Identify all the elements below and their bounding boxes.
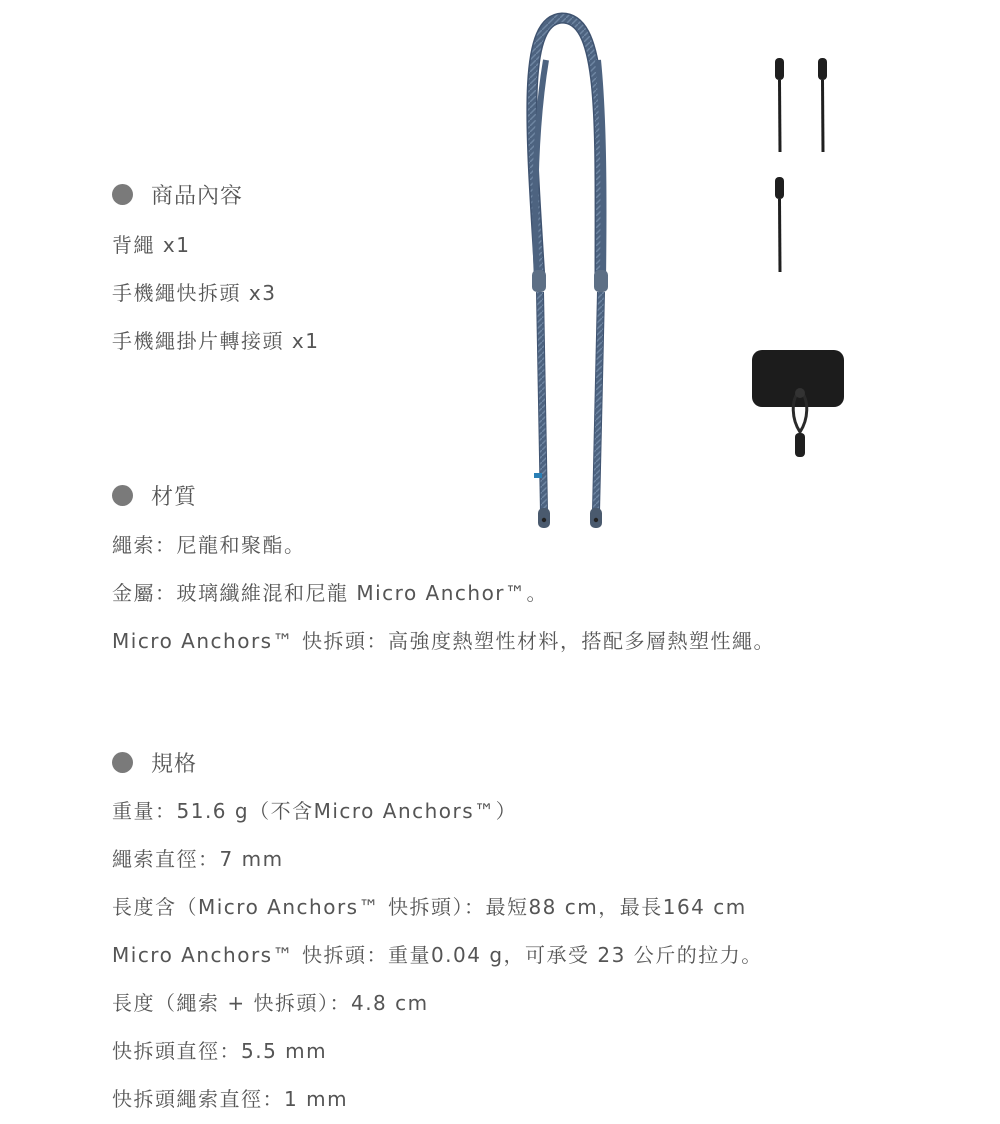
bullet-icon [112,752,133,773]
product-illustration [500,0,880,540]
material-item: 繩索：尼龍和聚酯。 [112,533,306,557]
contents-item: 手機繩快拆頭 x3 [112,281,277,305]
material-item: Micro Anchors™ 快拆頭：高強度熱塑性材料，搭配多層熱塑性繩。 [112,629,775,653]
contents-title: 商品內容 [151,184,244,209]
strap-image [532,18,608,528]
material-item: 金屬：玻璃纖維混和尼龍 Micro Anchor™。 [112,581,549,605]
bullet-icon [112,184,133,205]
spec-item: 快拆頭直徑：5.5 mm [112,1039,328,1063]
micro-anchors-image [775,58,827,272]
adapter-card-image [752,350,844,457]
spec-item: 長度（繩索 + 快拆頭）：4.8 cm [112,991,429,1015]
spec-item: 重量：51.6 g（不含Micro Anchors™） [112,799,518,823]
contents-item: 背繩 x1 [112,233,191,257]
contents-heading [112,179,243,210]
specs-heading [112,747,197,778]
spec-item: 繩索直徑：7 mm [112,847,284,871]
material-heading [112,480,197,511]
bullet-icon [112,485,133,506]
spec-item: 長度含（Micro Anchors™ 快拆頭）：最短88 cm，最長164 cm [112,895,747,919]
material-title: 材質 [151,485,198,510]
spec-item: 快拆頭繩索直徑：1 mm [112,1087,349,1111]
contents-item: 手機繩掛片轉接頭 x1 [112,329,320,353]
specs-title: 規格 [151,752,198,777]
spec-item: Micro Anchors™ 快拆頭：重量0.04 g，可承受 23 公斤的拉力。 [112,943,763,967]
